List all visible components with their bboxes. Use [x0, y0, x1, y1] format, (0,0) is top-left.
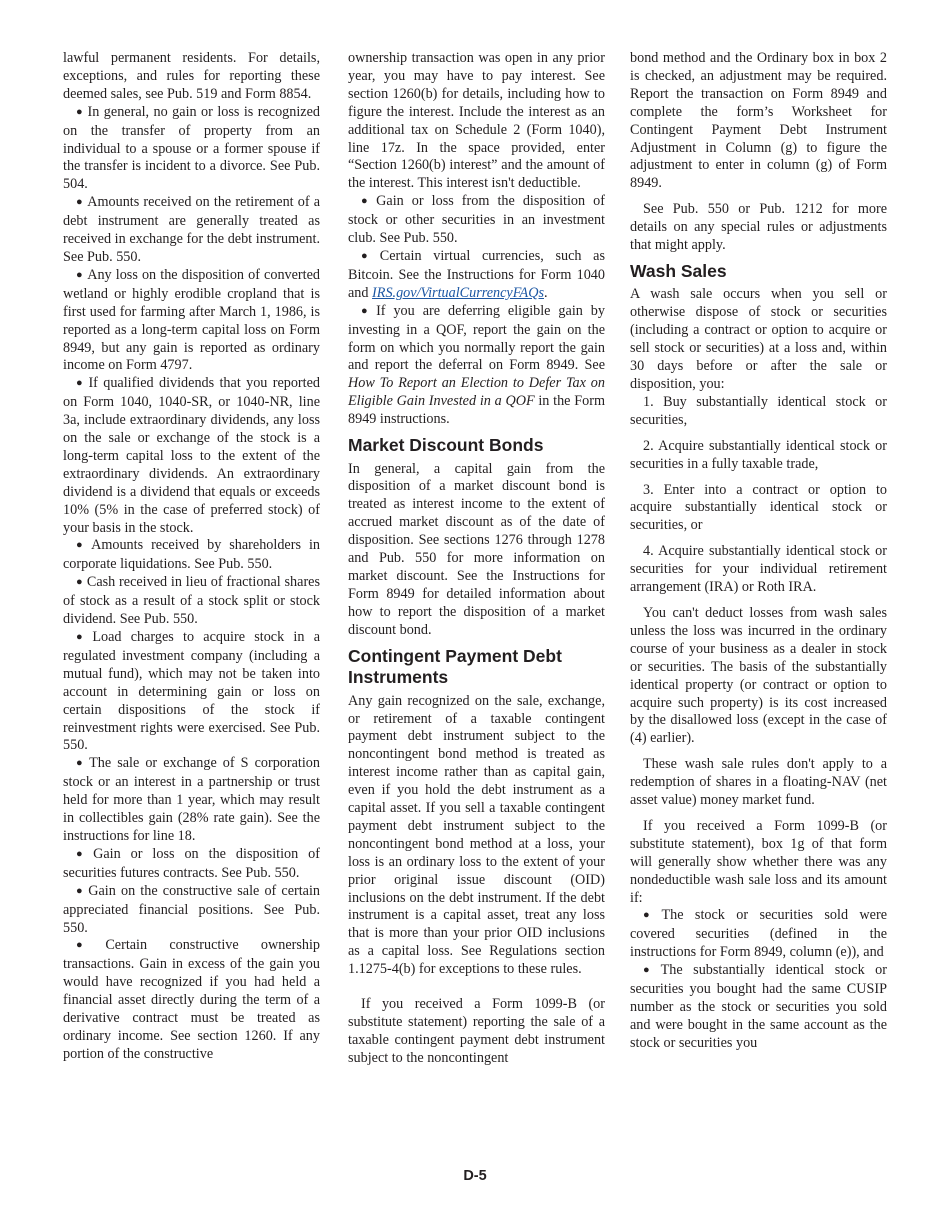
bullet-item: ● Load charges to acquire stock in a regulated investment company (including a mutual fund), which may not be taken into account in determining gain or loss on certain dispositions of the stock if reinvestment rights were exercised. See Pub. 550.: [63, 629, 320, 754]
bullet-item: ● Cash received in lieu of fractional shares of stock as a result of a stock split or stock dividend. See Pub. 550.: [63, 574, 320, 628]
bullet-item: ● If you are deferring eligible gain by investing in a QOF, report the gain on the form on which you normally report the gain and report the deferral on Form 8949. See How To Report an Election to Defer Tax on Eligible Gain Invested in a QOF in the Form 8949 instructions.: [348, 302, 605, 428]
text-column-right: [630, 50, 887, 1053]
paragraph: See Pub. 550 or Pub. 1212 for more details on any special rules or adjustments that might apply.: [630, 201, 887, 254]
bullet-item: ● Amounts received on the retirement of a debt instrument are generally treated as received in exchange for the debt instrument. See Pub. 550.: [63, 194, 320, 265]
bullet-icon: ●: [76, 847, 90, 860]
bullet-icon: ●: [76, 377, 85, 390]
bullet-icon: ●: [76, 268, 84, 281]
bullet-item: ● Certain constructive ownership transactions. Gain in excess of the gain you would have recognized if you had held a financial asset directly during the term of a derivative contract must be treated as ordinary income. See section 1260. If any portion of the constructive: [63, 937, 320, 1062]
paragraph: These wash sale rules don't apply to a redemption of shares in a floating-NAV (net asset value) money market fund.: [630, 756, 887, 809]
page-number: D-5: [463, 1168, 487, 1184]
numbered-item: 3. Enter into a contract or option to acquire substantially identical stock or securities, or: [630, 481, 887, 534]
bullet-icon: ●: [76, 196, 84, 209]
paragraph: You can't deduct losses from wash sales unless the loss was incurred in the ordinary course of your business as a dealer in stock or securities. The basis of the substantially identical property (or contract or option to acquire such property) is its cost increased by the disallowed loss (except in the case of (4) earlier).: [630, 604, 887, 747]
bullet-item: ● The stock or securities sold were covered securities (defined in the instructions for Form 8949, column (e)), and: [630, 907, 887, 961]
bullet-item: ● Gain or loss on the disposition of securities futures contracts. See Pub. 550.: [63, 845, 320, 881]
bullet-item: ● Certain virtual currencies, such as Bitcoin. See the Instructions for Form 1040 and IRS.gov/VirtualCurrencyFAQs.: [348, 247, 605, 301]
paragraph: lawful permanent residents. For details, exceptions, and rules for reporting these deemed sales, see Pub. 519 and Form 8854.: [63, 50, 320, 102]
paragraph: Any gain recognized on the sale, exchange, or retirement of a taxable contingent payment debt instrument subject to the noncontingent bond method is treated as interest income rather than as capital gain, even if you hold the debt instrument as a capital asset. If you sell a taxable contingent payment debt instrument subject to the noncontingent bond method at a loss, your loss is an ordinary loss to the extent of your prior original issue discount (OID) inclusions on the debt instrument. If the debt instrument is a capital asset, treat any loss that is more than your prior OID inclusions as a capital loss. See Regulations section 1.1275-4(b) for exceptions to these rules.: [348, 692, 605, 978]
text-column-middle: [348, 50, 605, 1068]
bullet-icon: ●: [76, 539, 88, 552]
bullet-item: ● Amounts received by shareholders in corporate liquidations. See Pub. 550.: [63, 537, 320, 573]
numbered-item: 2. Acquire substantially identical stock or securities in a fully taxable trade,: [630, 437, 887, 472]
paragraph: If you received a Form 1099-B (or substitute statement) reporting the sale of a taxable contingent payment debt instrument subject to the noncontingent: [348, 996, 605, 1066]
bullet-item: ● If qualified dividends that you reported on Form 1040, 1040-SR, or 1040-NR, line 3a, include extraordinary dividends, any loss on the sale or exchange of the stock is a long-term capital loss to the extent of the extraordinary dividends. An extraordinary dividend is a dividend that equals or exceeds 10% (5% in the case of preferred stock) of your basis in the stock.: [63, 375, 320, 536]
bullet-item: ● The sale or exchange of S corporation stock or an interest in a partnership or trust held for more than 1 year, which may result in collectibles gain (28% rate gain). See the instructions for line 18.: [63, 755, 320, 844]
bullet-icon: ●: [76, 105, 84, 118]
bullet-item: ● Any loss on the disposition of converted wetland or highly erodible cropland that is first used for farming after March 1, 1986, is reported as a long-term capital loss on Form 8949, but any gain is reported as ordinary income on Form 4797.: [63, 266, 320, 374]
heading-wash-sales: Wash Sales: [630, 260, 727, 281]
bullet-item: ● In general, no gain or loss is recognized on the transfer of property from an individual to a spouse or a former spouse if the transfer is incident to a divorce. See Pub. 504.: [63, 103, 320, 193]
paragraph: A wash sale occurs when you sell or otherwise dispose of stock or securities (including a contract or option to acquire or sell stock or securities) at a loss and, within 30 days before or after the sale or disposition, you:: [630, 286, 887, 392]
bullet-icon: ●: [76, 631, 89, 643]
numbered-item: 4. Acquire substantially identical stock or securities for your individual retirement arrangement (IRA) or Roth IRA.: [630, 543, 887, 596]
numbered-item: 1. Buy substantially identical stock or securities,: [630, 393, 887, 428]
bullet-item: ● Gain on the constructive sale of certain appreciated financial positions. See Pub. 550.: [63, 882, 320, 936]
bullet-item: ● The substantially identical stock or securities you bought had the same CUSIP number as the stock or securities you sold and were bought in the same account as the stock or securities you: [630, 962, 887, 1051]
bullet-icon: ●: [643, 964, 657, 977]
bullet-icon: ●: [76, 576, 83, 589]
bullet-icon: ●: [361, 249, 376, 262]
paragraph: In general, a capital gain from the disposition of a market discount bond is treated as interest income to the extent of accrued market discount as of the date of disposition. See sections 1276 through 1278 and Pub. 550 for more information on market discount. See the Instructions for Form 8949 for detailed information about how to report the disposition of a market discount bond.: [348, 460, 605, 638]
bullet-icon: ●: [643, 909, 658, 922]
bullet-icon: ●: [76, 884, 85, 897]
paragraph: bond method and the Ordinary box in box 2 is checked, an adjustment may be required. Report the transaction on Form 8949 and complete the form’s Worksheet for Contingent Payment Debt Instrument Adjustment in Column (g) to figure the adjustment to enter in column (g) of Form 8949.: [630, 50, 887, 192]
bullet-icon: ●: [361, 304, 373, 317]
paragraph: ownership transaction was open in any prior year, you may have to pay interest. See section 1260(b) for details, including how to figure the interest. Include the interest as an additional tax on Schedule 2 (Form 1040), line 17z. In the space provided, enter “Section 1260(b) interest” and the amount of the interest. This interest isn't deductible.: [348, 50, 605, 192]
virtual-currency-faq-link[interactable]: IRS.gov/VirtualCurrencyFAQs: [372, 284, 544, 301]
bullet-icon: ●: [76, 939, 102, 952]
heading-contingent-payment-debt-instruments: Contingent Payment Debt Instruments: [348, 645, 562, 688]
heading-market-discount-bonds: Market Discount Bonds: [348, 435, 544, 456]
italic-reference: How To Report an Election to Defer Tax on Eligible Gain Invested in a QOF: [348, 375, 605, 410]
text-column-left: [63, 50, 320, 1064]
bullet-icon: ●: [76, 757, 86, 770]
paragraph: If you received a Form 1099-B (or substitute statement), box 1g of that form will generally show whether there was any nondeductible wash sale loss and its amount if:: [630, 817, 887, 906]
bullet-item: ● Gain or loss from the disposition of stock or other securities in an investment club. See Pub. 550.: [348, 193, 605, 247]
bullet-icon: ●: [361, 195, 373, 208]
